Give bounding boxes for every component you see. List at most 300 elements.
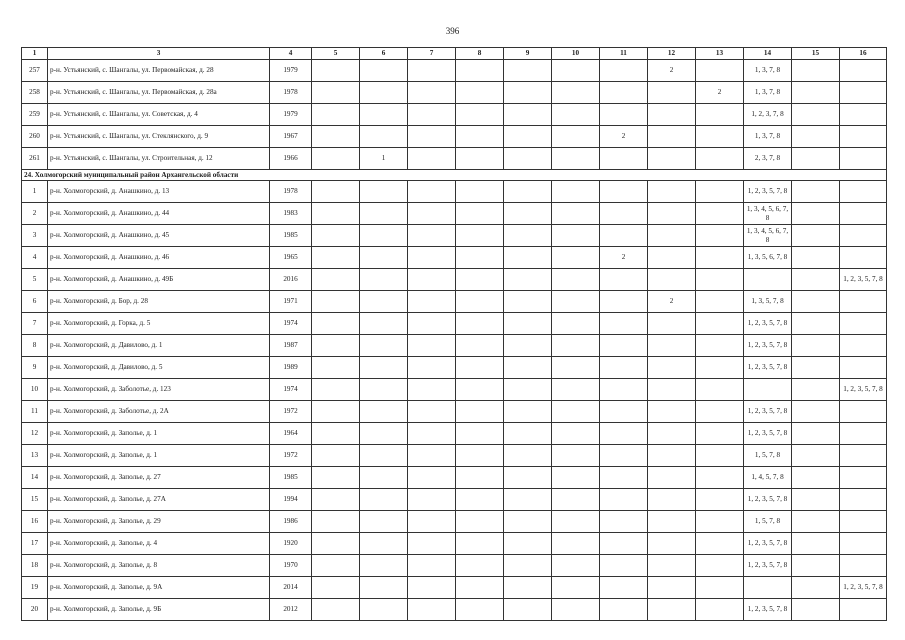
column-5-cell: [312, 203, 360, 225]
column-10-cell: [552, 203, 600, 225]
column-6-cell: [360, 203, 408, 225]
year-cell: 1964: [270, 423, 312, 445]
row-number-cell: 257: [22, 60, 48, 82]
address-cell: р-н. Холмогорский, д. Заполье, д. 1: [48, 423, 270, 445]
column-13-cell: [696, 357, 744, 379]
column-header: 10: [552, 48, 600, 60]
address-cell: р-н. Холмогорский, д. Анашкино, д. 44: [48, 203, 270, 225]
address-cell: р-н. Холмогорский, д. Заполье, д. 4: [48, 533, 270, 555]
address-cell: р-н. Холмогорский, д. Заполье, д. 27: [48, 467, 270, 489]
column-10-cell: [552, 148, 600, 170]
column-14-cell: 1, 2, 3, 5, 7, 8: [744, 423, 792, 445]
year-cell: 1987: [270, 335, 312, 357]
column-header: 4: [270, 48, 312, 60]
column-13-cell: [696, 511, 744, 533]
column-header: 12: [648, 48, 696, 60]
column-5-cell: [312, 247, 360, 269]
column-16-cell: [840, 335, 887, 357]
column-5-cell: [312, 104, 360, 126]
column-12-cell: [648, 148, 696, 170]
column-9-cell: [504, 489, 552, 511]
column-13-cell: [696, 225, 744, 247]
year-cell: 1978: [270, 82, 312, 104]
column-6-cell: [360, 126, 408, 148]
column-5-cell: [312, 126, 360, 148]
column-15-cell: [792, 181, 840, 203]
column-7-cell: [408, 269, 456, 291]
column-10-cell: [552, 60, 600, 82]
column-9-cell: [504, 225, 552, 247]
column-9-cell: [504, 599, 552, 621]
column-12-cell: 2: [648, 60, 696, 82]
column-9-cell: [504, 181, 552, 203]
column-8-cell: [456, 60, 504, 82]
column-10-cell: [552, 599, 600, 621]
column-11-cell: [600, 82, 648, 104]
column-6-cell: [360, 104, 408, 126]
year-cell: 1979: [270, 104, 312, 126]
table-row: [22, 225, 887, 247]
column-10-cell: [552, 533, 600, 555]
column-16-cell: [840, 401, 887, 423]
column-6-cell: [360, 82, 408, 104]
year-cell: 1966: [270, 148, 312, 170]
column-13-cell: [696, 148, 744, 170]
column-7-cell: [408, 533, 456, 555]
column-header: 8: [456, 48, 504, 60]
table-row: [22, 148, 887, 170]
column-10-cell: [552, 511, 600, 533]
column-16-cell: [840, 599, 887, 621]
year-cell: 1986: [270, 511, 312, 533]
year-cell: 1974: [270, 313, 312, 335]
column-7-cell: [408, 379, 456, 401]
address-cell: р-н. Устьянский, с. Шангалы, ул. Строительная, д. 12: [48, 148, 270, 170]
row-number-cell: 6: [22, 291, 48, 313]
column-7-cell: [408, 203, 456, 225]
column-10-cell: [552, 357, 600, 379]
table-row: [22, 335, 887, 357]
column-header: 13: [696, 48, 744, 60]
address-cell: р-н. Устьянский, с. Шангалы, ул. Советская, д. 4: [48, 104, 270, 126]
register-table: [21, 47, 887, 621]
column-12-cell: [648, 555, 696, 577]
column-13-cell: [696, 269, 744, 291]
column-16-cell: [840, 533, 887, 555]
column-11-cell: [600, 203, 648, 225]
column-13-cell: [696, 126, 744, 148]
row-number-cell: 10: [22, 379, 48, 401]
column-10-cell: [552, 225, 600, 247]
column-12-cell: [648, 599, 696, 621]
column-13-cell: [696, 445, 744, 467]
column-6-cell: [360, 555, 408, 577]
column-5-cell: [312, 401, 360, 423]
column-header: 7: [408, 48, 456, 60]
column-5-cell: [312, 577, 360, 599]
row-number-cell: 20: [22, 599, 48, 621]
column-11-cell: [600, 104, 648, 126]
year-cell: 1967: [270, 126, 312, 148]
column-16-cell: [840, 357, 887, 379]
column-12-cell: [648, 511, 696, 533]
column-10-cell: [552, 82, 600, 104]
column-6-cell: [360, 335, 408, 357]
row-number-cell: 15: [22, 489, 48, 511]
column-16-cell: [840, 82, 887, 104]
column-15-cell: [792, 445, 840, 467]
column-12-cell: 2: [648, 291, 696, 313]
column-9-cell: [504, 82, 552, 104]
row-number-cell: 11: [22, 401, 48, 423]
column-6-cell: [360, 467, 408, 489]
column-7-cell: [408, 599, 456, 621]
address-cell: р-н. Холмогорский, д. Давилово, д. 5: [48, 357, 270, 379]
column-11-cell: [600, 467, 648, 489]
address-cell: р-н. Холмогорский, д. Заполье, д. 27А: [48, 489, 270, 511]
column-8-cell: [456, 82, 504, 104]
column-6-cell: [360, 489, 408, 511]
column-9-cell: [504, 577, 552, 599]
column-13-cell: [696, 401, 744, 423]
table-row: [22, 104, 887, 126]
address-cell: р-н. Холмогорский, д. Анашкино, д. 45: [48, 225, 270, 247]
address-cell: р-н. Холмогорский, д. Анашкино, д. 49Б: [48, 269, 270, 291]
column-12-cell: [648, 181, 696, 203]
column-15-cell: [792, 82, 840, 104]
section-title: 24. Холмогорский муниципальный район Архангельской области: [22, 170, 887, 181]
column-15-cell: [792, 126, 840, 148]
table-row: [22, 577, 887, 599]
year-cell: 1979: [270, 60, 312, 82]
column-11-cell: [600, 445, 648, 467]
column-11-cell: [600, 599, 648, 621]
column-16-cell: [840, 60, 887, 82]
column-7-cell: [408, 82, 456, 104]
column-10-cell: [552, 489, 600, 511]
column-16-cell: [840, 203, 887, 225]
column-7-cell: [408, 104, 456, 126]
column-13-cell: [696, 379, 744, 401]
column-5-cell: [312, 269, 360, 291]
row-number-cell: 8: [22, 335, 48, 357]
year-cell: 1983: [270, 203, 312, 225]
year-cell: 2016: [270, 269, 312, 291]
address-cell: р-н. Устьянский, с. Шангалы, ул. Первомайская, д. 28: [48, 60, 270, 82]
column-9-cell: [504, 533, 552, 555]
column-8-cell: [456, 599, 504, 621]
table-row: [22, 401, 887, 423]
column-6-cell: [360, 247, 408, 269]
column-9-cell: [504, 511, 552, 533]
column-14-cell: 1, 3, 7, 8: [744, 82, 792, 104]
column-7-cell: [408, 511, 456, 533]
address-cell: р-н. Устьянский, с. Шангалы, ул. Первомайская, д. 28а: [48, 82, 270, 104]
column-8-cell: [456, 357, 504, 379]
column-16-cell: [840, 423, 887, 445]
column-6-cell: [360, 401, 408, 423]
column-8-cell: [456, 126, 504, 148]
column-9-cell: [504, 126, 552, 148]
row-number-cell: 9: [22, 357, 48, 379]
column-5-cell: [312, 379, 360, 401]
address-cell: р-н. Холмогорский, д. Заполье, д. 29: [48, 511, 270, 533]
column-6-cell: [360, 423, 408, 445]
column-12-cell: [648, 423, 696, 445]
column-14-cell: 1, 3, 4, 5, 6, 7, 8: [744, 203, 792, 225]
column-13-cell: [696, 104, 744, 126]
column-10-cell: [552, 445, 600, 467]
column-14-cell: 1, 2, 3, 5, 7, 8: [744, 313, 792, 335]
column-header: 1: [22, 48, 48, 60]
column-5-cell: [312, 555, 360, 577]
column-15-cell: [792, 148, 840, 170]
column-13-cell: [696, 203, 744, 225]
column-10-cell: [552, 313, 600, 335]
year-cell: 1985: [270, 467, 312, 489]
column-15-cell: [792, 577, 840, 599]
table-row: [22, 247, 887, 269]
column-6-cell: 1: [360, 148, 408, 170]
column-15-cell: [792, 599, 840, 621]
column-7-cell: [408, 335, 456, 357]
column-11-cell: [600, 60, 648, 82]
column-10-cell: [552, 181, 600, 203]
column-header: 11: [600, 48, 648, 60]
column-8-cell: [456, 181, 504, 203]
column-8-cell: [456, 291, 504, 313]
address-cell: р-н. Холмогорский, д. Заполье, д. 9Б: [48, 599, 270, 621]
address-cell: р-н. Холмогорский, д. Анашкино, д. 13: [48, 181, 270, 203]
column-6-cell: [360, 181, 408, 203]
column-header: 9: [504, 48, 552, 60]
column-5-cell: [312, 335, 360, 357]
column-9-cell: [504, 379, 552, 401]
column-7-cell: [408, 467, 456, 489]
year-cell: 1974: [270, 379, 312, 401]
column-12-cell: [648, 533, 696, 555]
column-7-cell: [408, 577, 456, 599]
column-11-cell: [600, 181, 648, 203]
column-7-cell: [408, 423, 456, 445]
column-14-cell: 1, 2, 3, 5, 7, 8: [744, 533, 792, 555]
column-16-cell: 1, 2, 3, 5, 7, 8: [840, 269, 887, 291]
column-7-cell: [408, 225, 456, 247]
column-14-cell: 1, 2, 3, 5, 7, 8: [744, 489, 792, 511]
column-11-cell: [600, 335, 648, 357]
column-header: 5: [312, 48, 360, 60]
table-row: [22, 181, 887, 203]
column-14-cell: 1, 3, 7, 8: [744, 60, 792, 82]
address-cell: р-н. Холмогорский, д. Заболотье, д. 2А: [48, 401, 270, 423]
column-5-cell: [312, 313, 360, 335]
column-9-cell: [504, 423, 552, 445]
table-row: [22, 555, 887, 577]
column-11-cell: [600, 555, 648, 577]
column-7-cell: [408, 489, 456, 511]
column-6-cell: [360, 445, 408, 467]
year-cell: 1970: [270, 555, 312, 577]
column-13-cell: [696, 555, 744, 577]
column-6-cell: [360, 291, 408, 313]
column-6-cell: [360, 313, 408, 335]
column-12-cell: [648, 379, 696, 401]
column-header: 3: [48, 48, 270, 60]
column-5-cell: [312, 467, 360, 489]
year-cell: 1994: [270, 489, 312, 511]
column-15-cell: [792, 335, 840, 357]
column-12-cell: [648, 225, 696, 247]
column-6-cell: [360, 511, 408, 533]
column-5-cell: [312, 82, 360, 104]
table-row: [22, 126, 887, 148]
row-number-cell: 17: [22, 533, 48, 555]
column-11-cell: 2: [600, 247, 648, 269]
column-5-cell: [312, 533, 360, 555]
column-11-cell: [600, 313, 648, 335]
address-cell: р-н. Холмогорский, д. Заполье, д. 1: [48, 445, 270, 467]
column-16-cell: [840, 247, 887, 269]
row-number-cell: 258: [22, 82, 48, 104]
column-10-cell: [552, 379, 600, 401]
year-cell: 1989: [270, 357, 312, 379]
column-8-cell: [456, 555, 504, 577]
row-number-cell: 18: [22, 555, 48, 577]
column-11-cell: [600, 357, 648, 379]
column-5-cell: [312, 60, 360, 82]
column-15-cell: [792, 269, 840, 291]
column-15-cell: [792, 423, 840, 445]
column-12-cell: [648, 357, 696, 379]
column-15-cell: [792, 401, 840, 423]
year-cell: 1965: [270, 247, 312, 269]
address-cell: р-н. Холмогорский, д. Анашкино, д. 46: [48, 247, 270, 269]
column-15-cell: [792, 203, 840, 225]
column-16-cell: [840, 126, 887, 148]
page-number: 396: [445, 26, 460, 36]
column-6-cell: [360, 225, 408, 247]
column-11-cell: [600, 511, 648, 533]
column-16-cell: [840, 291, 887, 313]
column-12-cell: [648, 203, 696, 225]
column-11-cell: [600, 533, 648, 555]
column-16-cell: [840, 489, 887, 511]
column-8-cell: [456, 247, 504, 269]
column-12-cell: [648, 247, 696, 269]
table-row: [22, 379, 887, 401]
column-12-cell: [648, 401, 696, 423]
column-15-cell: [792, 357, 840, 379]
column-14-cell: [744, 577, 792, 599]
column-13-cell: 2: [696, 82, 744, 104]
column-12-cell: [648, 577, 696, 599]
table-row: [22, 511, 887, 533]
column-13-cell: [696, 335, 744, 357]
column-13-cell: [696, 60, 744, 82]
column-9-cell: [504, 467, 552, 489]
column-5-cell: [312, 148, 360, 170]
column-9-cell: [504, 104, 552, 126]
address-cell: р-н. Устьянский, с. Шангалы, ул. Стеклянского, д. 9: [48, 126, 270, 148]
column-16-cell: [840, 225, 887, 247]
column-13-cell: [696, 423, 744, 445]
column-15-cell: [792, 60, 840, 82]
column-14-cell: [744, 269, 792, 291]
column-11-cell: [600, 269, 648, 291]
row-number-cell: 4: [22, 247, 48, 269]
table-body: [22, 60, 887, 621]
column-8-cell: [456, 577, 504, 599]
column-15-cell: [792, 104, 840, 126]
address-cell: р-н. Холмогорский, д. Заболотье, д. 123: [48, 379, 270, 401]
column-16-cell: [840, 511, 887, 533]
column-9-cell: [504, 291, 552, 313]
column-16-cell: [840, 148, 887, 170]
column-15-cell: [792, 291, 840, 313]
table-row: [22, 313, 887, 335]
column-15-cell: [792, 555, 840, 577]
table-row: [22, 533, 887, 555]
column-8-cell: [456, 445, 504, 467]
column-8-cell: [456, 423, 504, 445]
column-16-cell: [840, 445, 887, 467]
column-header: 16: [840, 48, 887, 60]
table-row: [22, 60, 887, 82]
column-11-cell: [600, 225, 648, 247]
column-14-cell: 1, 3, 5, 7, 8: [744, 291, 792, 313]
row-number-cell: 3: [22, 225, 48, 247]
column-14-cell: 1, 4, 5, 7, 8: [744, 467, 792, 489]
column-header: 14: [744, 48, 792, 60]
column-8-cell: [456, 148, 504, 170]
row-number-cell: 261: [22, 148, 48, 170]
column-12-cell: [648, 335, 696, 357]
table-row: [22, 82, 887, 104]
column-7-cell: [408, 357, 456, 379]
column-12-cell: [648, 82, 696, 104]
address-cell: р-н. Холмогорский, д. Заполье, д. 9А: [48, 577, 270, 599]
column-8-cell: [456, 401, 504, 423]
column-10-cell: [552, 555, 600, 577]
row-number-cell: 1: [22, 181, 48, 203]
column-12-cell: [648, 104, 696, 126]
column-13-cell: [696, 247, 744, 269]
column-15-cell: [792, 511, 840, 533]
column-6-cell: [360, 533, 408, 555]
column-12-cell: [648, 126, 696, 148]
column-8-cell: [456, 533, 504, 555]
row-number-cell: 5: [22, 269, 48, 291]
column-11-cell: 2: [600, 126, 648, 148]
column-10-cell: [552, 291, 600, 313]
column-5-cell: [312, 291, 360, 313]
row-number-cell: 259: [22, 104, 48, 126]
column-9-cell: [504, 401, 552, 423]
column-6-cell: [360, 599, 408, 621]
column-14-cell: 1, 2, 3, 5, 7, 8: [744, 335, 792, 357]
column-7-cell: [408, 148, 456, 170]
column-7-cell: [408, 126, 456, 148]
table-header: [22, 48, 887, 60]
column-15-cell: [792, 489, 840, 511]
column-10-cell: [552, 423, 600, 445]
column-10-cell: [552, 577, 600, 599]
row-number-cell: 12: [22, 423, 48, 445]
column-8-cell: [456, 104, 504, 126]
table-row: [22, 467, 887, 489]
column-14-cell: 2, 3, 7, 8: [744, 148, 792, 170]
column-14-cell: 1, 3, 7, 8: [744, 126, 792, 148]
